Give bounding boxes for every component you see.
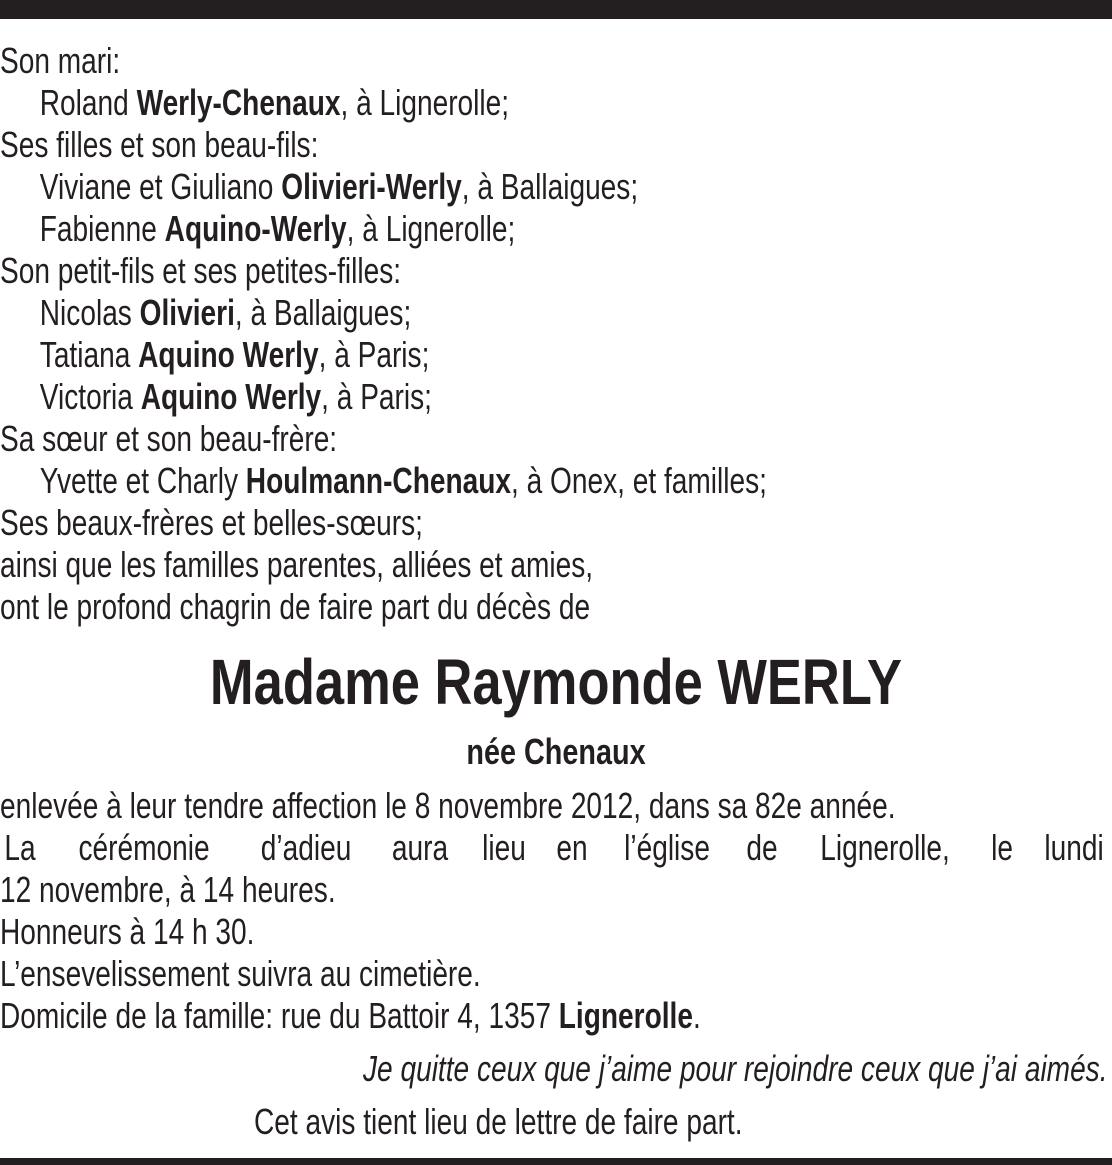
ceremony-word: de [746,827,778,868]
ceremony-word: lieu [482,827,526,868]
ceremony-line [0,827,1112,869]
husband-heading: Son mari: [0,40,121,81]
inlaws-line: Ses beaux-frères et belles-sœurs; [0,502,423,543]
announcement-line: ont le profond chagrin de faire part du décès de [0,586,591,627]
maiden-name: née Chenaux [466,731,646,772]
ceremony-word: Lignerolle, [820,827,950,868]
daughter-entry-2: Fabienne Aquino-Werly, à Lignerolle; [39,208,516,249]
ceremony-word: en [556,827,588,868]
sister-heading: Sa sœur et son beau-frère: [0,418,338,459]
ceremony-word: cérémonie [78,827,210,868]
honours-line: Honneurs à 14 h 30. [0,911,255,952]
ceremony-word: d’adieu [260,827,352,868]
ceremony-word: l’église [624,827,710,868]
passed-line: enlevée à leur tendre affection le 8 novembre 2012, dans sa 82e année. [0,785,896,826]
grandchild-entry-3: Victoria Aquino Werly, à Paris; [39,376,432,417]
grandchild-entry-1: Nicolas Olivieri, à Ballaigues; [39,292,412,333]
ceremony-word: le [991,827,1013,868]
top-rule [0,0,1112,19]
grandchildren-heading: Son petit-fils et ses petites-filles: [0,250,402,291]
daughters-heading: Ses filles et son beau-fils: [0,124,319,165]
farewell-quote: Je quitte ceux que j’aime pour rejoindre ceux que j’ai aimés. [363,1048,1108,1089]
daughter-entry-1: Viviane et Giuliano Olivieri-Werly, à Ballaigues; [39,166,639,207]
ceremony-line-end: 12 novembre, à 14 heures. [0,869,336,910]
ceremony-word: lundi [1044,827,1104,868]
deceased-name: Madame Raymonde WERLY [209,646,903,718]
grandchild-entry-2: Tatiana Aquino Werly, à Paris; [39,334,430,375]
bottom-rule [0,1158,1112,1165]
ceremony-word: La [4,827,36,868]
husband-entry: Roland Werly-Chenaux, à Lignerolle; [39,82,510,123]
burial-line: L’ensevelissement suivra au cimetière. [0,953,481,994]
relatives-line: ainsi que les familles parentes, alliées et amies, [0,544,594,585]
ceremony-word: aura [391,827,449,868]
domicile-line: Domicile de la famille: rue du Battoir 4, 1357 Lignerolle. [0,995,701,1036]
details-block [0,785,1112,1037]
family-list [0,40,1112,628]
notice-note: Cet avis tient lieu de lettre de faire part. [254,1101,743,1142]
sister-entry: Yvette et Charly Houlmann-Chenaux, à Onex, et familles; [39,460,767,501]
